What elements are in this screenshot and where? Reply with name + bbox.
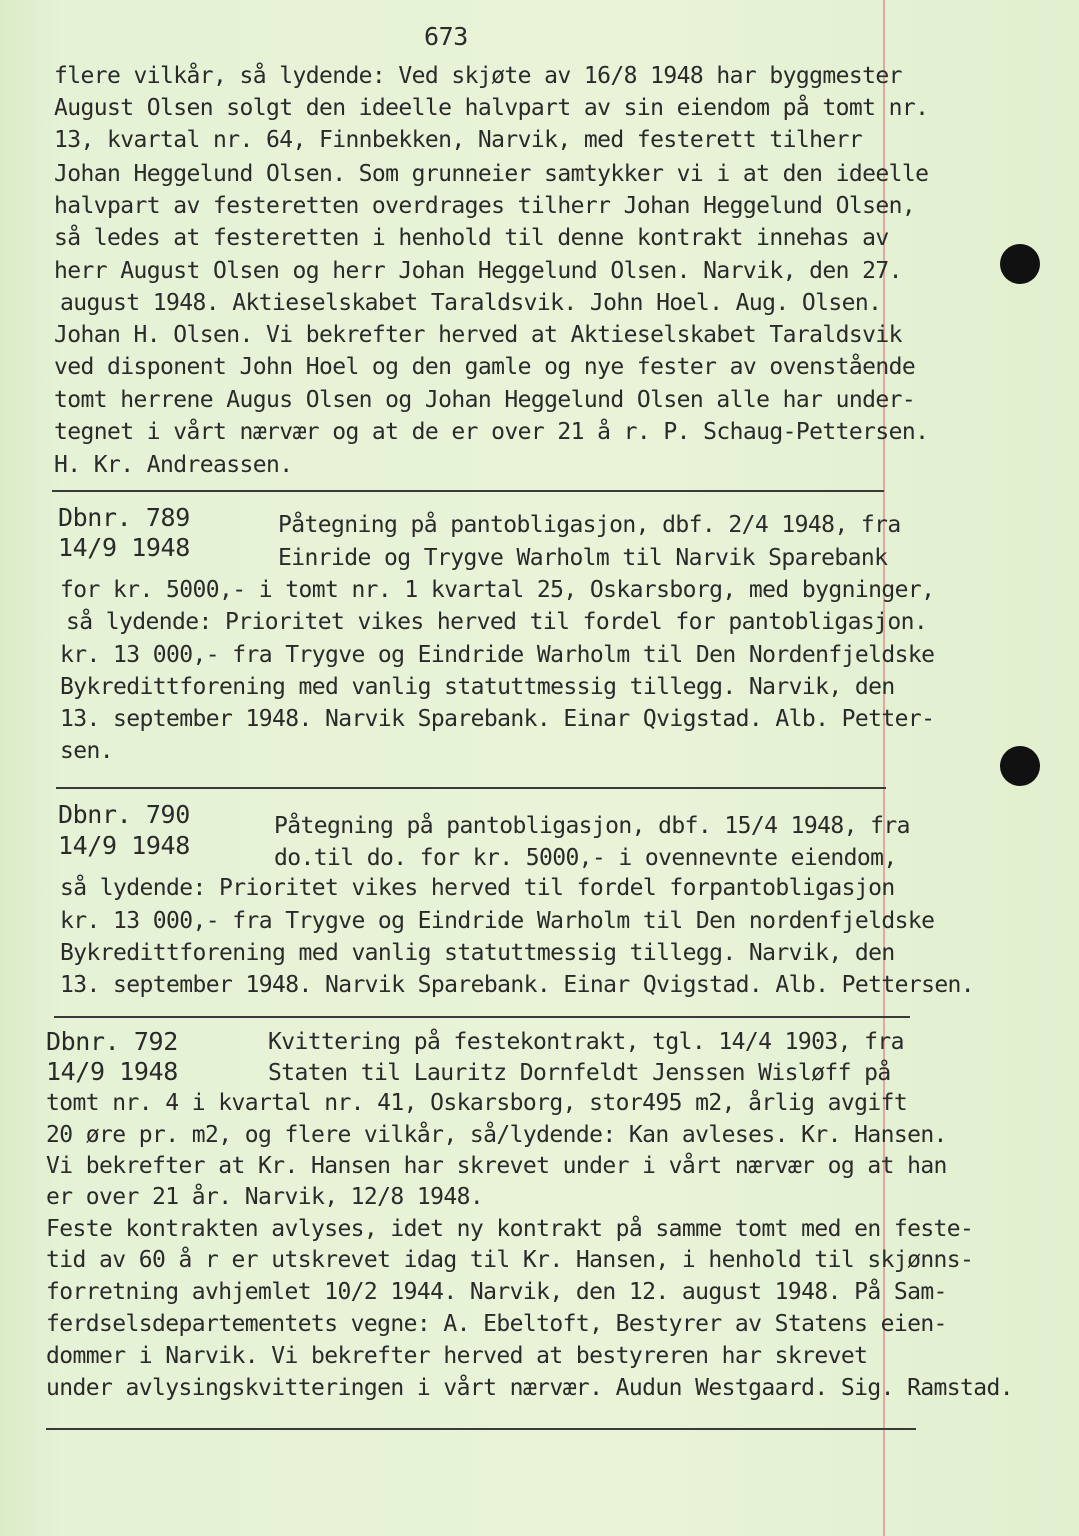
text-line: Johan Heggelund Olsen. Som grunneier samtykker vi i at den ideelle (54, 161, 929, 187)
text-line: Feste kontrakten avlyses, idet ny kontrakt på samme tomt med en feste- (46, 1216, 974, 1242)
text-line: Johan H. Olsen. Vi bekrefter herved at Aktieselskabet Taraldsvik (54, 322, 902, 348)
text-line: tomt herrene Augus Olsen og Johan Heggelund Olsen alle har under- (54, 387, 916, 413)
text-line: dommer i Narvik. Vi bekrefter herved at bestyreren har skrevet (46, 1343, 868, 1369)
entry-number: Dbnr. 790 (58, 800, 190, 829)
text-line: H. Kr. Andreassen. (54, 452, 293, 478)
section-divider (46, 1428, 916, 1430)
text-line: forretning avhjemlet 10/2 1944. Narvik, den 12. august 1948. På Sam- (46, 1279, 947, 1305)
text-line: do.til do. for kr. 5000,- i ovennevnte eiendom, (274, 845, 897, 871)
text-line: tegnet i vårt nærvær og at de er over 21 å r. P. Schaug-Pettersen. (54, 419, 929, 445)
entry-date: 14/9 1948 (58, 831, 190, 860)
text-line: flere vilkår, så lydende: Ved skjøte av 16/8 1948 har byggmester (54, 63, 902, 89)
section-divider (56, 787, 886, 789)
punch-hole (1000, 746, 1040, 786)
text-line: 13, kvartal nr. 64, Finnbekken, Narvik, med festerett tilherr (54, 127, 863, 153)
text-line: Bykredittforening med vanlig statuttmessig tillegg. Narvik, den (60, 674, 895, 700)
text-line: tid av 60 å r er utskrevet idag til Kr. Hansen, i henhold til skjønns- (46, 1247, 974, 1273)
punch-hole (1000, 244, 1040, 284)
entry-number: Dbnr. 789 (58, 503, 190, 532)
text-line: Bykredittforening med vanlig statuttmessig tillegg. Narvik, den (60, 940, 895, 966)
text-line: august 1948. Aktieselskabet Taraldsvik. John Hoel. Aug. Olsen. (60, 290, 882, 316)
text-line: halvpart av festeretten overdrages tilherr Johan Heggelund Olsen, (54, 193, 916, 219)
entry-number: Dbnr. 792 (46, 1027, 178, 1056)
text-line: så lydende: Prioritet vikes herved til fordel for pantobligasjon. (66, 609, 928, 635)
text-line: 20 øre pr. m2, og flere vilkår, så/lydende: Kan avleses. Kr. Hansen. (46, 1122, 947, 1148)
text-line: ferdselsdepartementets vegne: A. Ebeltoft, Bestyrer av Statens eien- (46, 1311, 947, 1337)
page-number: 673 (424, 22, 468, 51)
text-line: under avlysingskvitteringen i vårt nærvær. Audun Westgaard. Sig. Ramstad. (46, 1375, 1014, 1401)
text-line: Einride og Trygve Warholm til Narvik Sparebank (278, 545, 888, 571)
text-line: Påtegning på pantobligasjon, dbf. 15/4 1948, fra (274, 813, 910, 839)
text-line: herr August Olsen og herr Johan Heggelund Olsen. Narvik, den 27. (54, 258, 902, 284)
entry-date: 14/9 1948 (46, 1057, 178, 1086)
text-line: Påtegning på pantobligasjon, dbf. 2/4 1948, fra (278, 512, 901, 538)
section-divider (52, 490, 884, 492)
text-line: August Olsen solgt den ideelle halvpart av sin eiendom på tomt nr. (54, 95, 929, 121)
text-line: ved disponent John Hoel og den gamle og nye fester av ovenstående (54, 354, 916, 380)
text-line: 13. september 1948. Narvik Sparebank. Einar Qvigstad. Alb. Petter- (60, 706, 935, 732)
text-line: Staten til Lauritz Dornfeldt Jenssen Wisløff på (268, 1060, 891, 1086)
text-line: tomt nr. 4 i kvartal nr. 41, Oskarsborg, stor495 m2, årlig avgift (46, 1090, 908, 1116)
text-line: sen. (60, 738, 113, 764)
text-line: så ledes at festeretten i henhold til denne kontrakt innehas av (54, 225, 889, 251)
text-line: Vi bekrefter at Kr. Hansen har skrevet under i vårt nærvær og at han (46, 1153, 947, 1179)
text-line: kr. 13 000,- fra Trygve og Eindride Warholm til Den nordenfjeldske (60, 908, 935, 934)
text-line: 13. september 1948. Narvik Sparebank. Einar Qvigstad. Alb. Pettersen. (60, 972, 975, 998)
text-line: Kvittering på festekontrakt, tgl. 14/4 1903, fra (268, 1029, 904, 1055)
text-line: for kr. 5000,- i tomt nr. 1 kvartal 25, Oskarsborg, med bygninger, (60, 577, 935, 603)
entry-date: 14/9 1948 (58, 533, 190, 562)
text-line: så lydende: Prioritet vikes herved til fordel forpantobligasjon (60, 875, 895, 901)
section-divider (54, 1016, 910, 1018)
text-line: kr. 13 000,- fra Trygve og Eindride Warholm til Den Nordenfjeldske (60, 642, 935, 668)
text-line: er over 21 år. Narvik, 12/8 1948. (46, 1184, 484, 1210)
